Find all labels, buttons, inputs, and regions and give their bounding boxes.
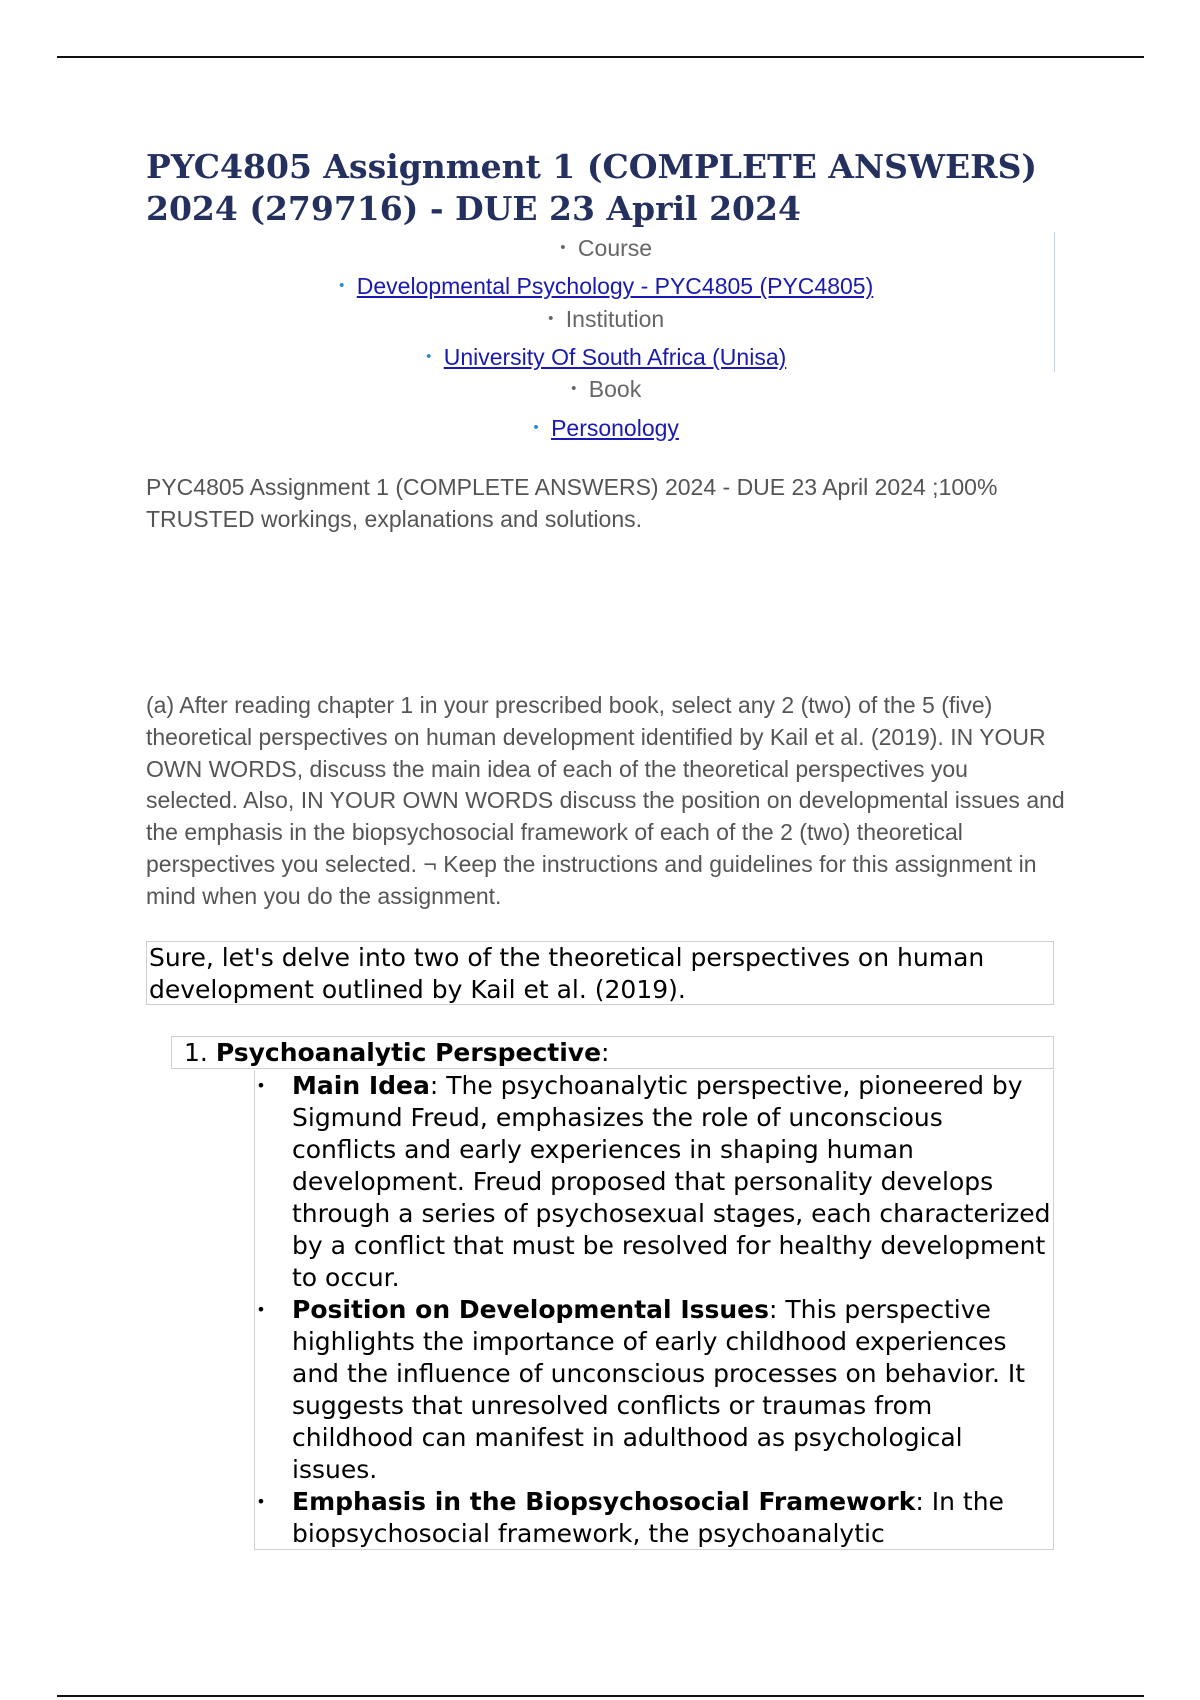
point-biopsychosocial <box>255 1486 1053 1550</box>
bullet-icon: • <box>571 380 577 397</box>
perspective-colon: : <box>601 1038 610 1067</box>
institution-link[interactable]: University Of South Africa (Unisa) <box>443 344 787 370</box>
meta-book-label-row <box>0 374 1200 404</box>
book-link[interactable]: Personology <box>551 415 679 441</box>
course-label: Course <box>577 235 653 261</box>
bullet-icon: • <box>339 277 345 294</box>
meta-institution-link-row <box>0 342 1200 372</box>
bullet-icon: • <box>256 1076 266 1095</box>
meta-institution-label-row <box>0 304 1200 334</box>
perspective-number: 1. <box>184 1038 208 1067</box>
bullet-icon: • <box>548 310 554 327</box>
perspective-heading <box>171 1036 1054 1069</box>
point-text: : In the biopsychosocial framework, the psychoanalytic <box>292 1487 1004 1548</box>
meta-book-link-row <box>0 413 1200 443</box>
point-label: Emphasis in the Biopsychosocial Framework <box>292 1487 916 1516</box>
top-rule <box>57 56 1144 58</box>
point-developmental-issues <box>255 1294 1053 1486</box>
document-title: PYC4805 Assignment 1 (COMPLETE ANSWERS) 2024 (279716) - DUE 23 April 2024 <box>146 147 1038 228</box>
bullet-icon: • <box>560 239 566 256</box>
bullet-icon: • <box>533 419 539 436</box>
book-label: Book <box>588 376 642 402</box>
point-label: Position on Developmental Issues <box>292 1295 770 1324</box>
question-text: (a) After reading chapter 1 in your prescribed book, select any 2 (two) of the 5 (five) theoretical perspectives on human development identified by Kail et al. (2019). IN YOUR OWN WORDS, discuss the main idea of each of the theoretical perspectives you selected. Also, IN YOUR OWN WORDS discuss the position on developmental issues and the emphasis in the biopsychosocial framework of each of the 2 (two) theoretical perspectives you selected. ¬ Keep the instructions and guidelines for this assignment in mind when you do the assignment. <box>146 692 1065 909</box>
intro-text: PYC4805 Assignment 1 (COMPLETE ANSWERS) 2024 - DUE 23 April 2024 ;100% TRUSTED workings, explanations and solutions. <box>146 474 998 532</box>
bullet-icon: • <box>256 1300 266 1319</box>
perspective-points <box>254 1070 1054 1550</box>
bullet-icon: • <box>426 348 432 365</box>
bottom-rule <box>57 1695 1144 1697</box>
point-main-idea <box>255 1070 1053 1294</box>
bullet-icon: • <box>256 1492 266 1511</box>
answer-intro: Sure, let's delve into two of the theoretical perspectives on human development outlined by Kail et al. (2019). <box>146 941 1054 1005</box>
institution-label: Institution <box>565 306 665 332</box>
course-link[interactable]: Developmental Psychology - PYC4805 (PYC4805) <box>356 273 874 299</box>
meta-course-link-row <box>0 271 1200 301</box>
perspective-title: Psychoanalytic Perspective <box>215 1038 602 1067</box>
point-text: : The psychoanalytic perspective, pioneered by Sigmund Freud, emphasizes the role of unconscious conflicts and early experiences in shaping human development. Freud proposed that personality develops through a series of psychosexual stages, each characterized by a conflict that must be resolved for healthy development to occur. <box>292 1071 1051 1292</box>
meta-course-label-row <box>0 233 1200 263</box>
point-label: Main Idea <box>292 1071 430 1100</box>
point-text: : This perspective highlights the importance of early childhood experiences and the influence of unconscious processes on behavior. It suggests that unresolved conflicts or traumas from childhood can manifest in adulthood as psychological issues. <box>292 1295 1026 1484</box>
